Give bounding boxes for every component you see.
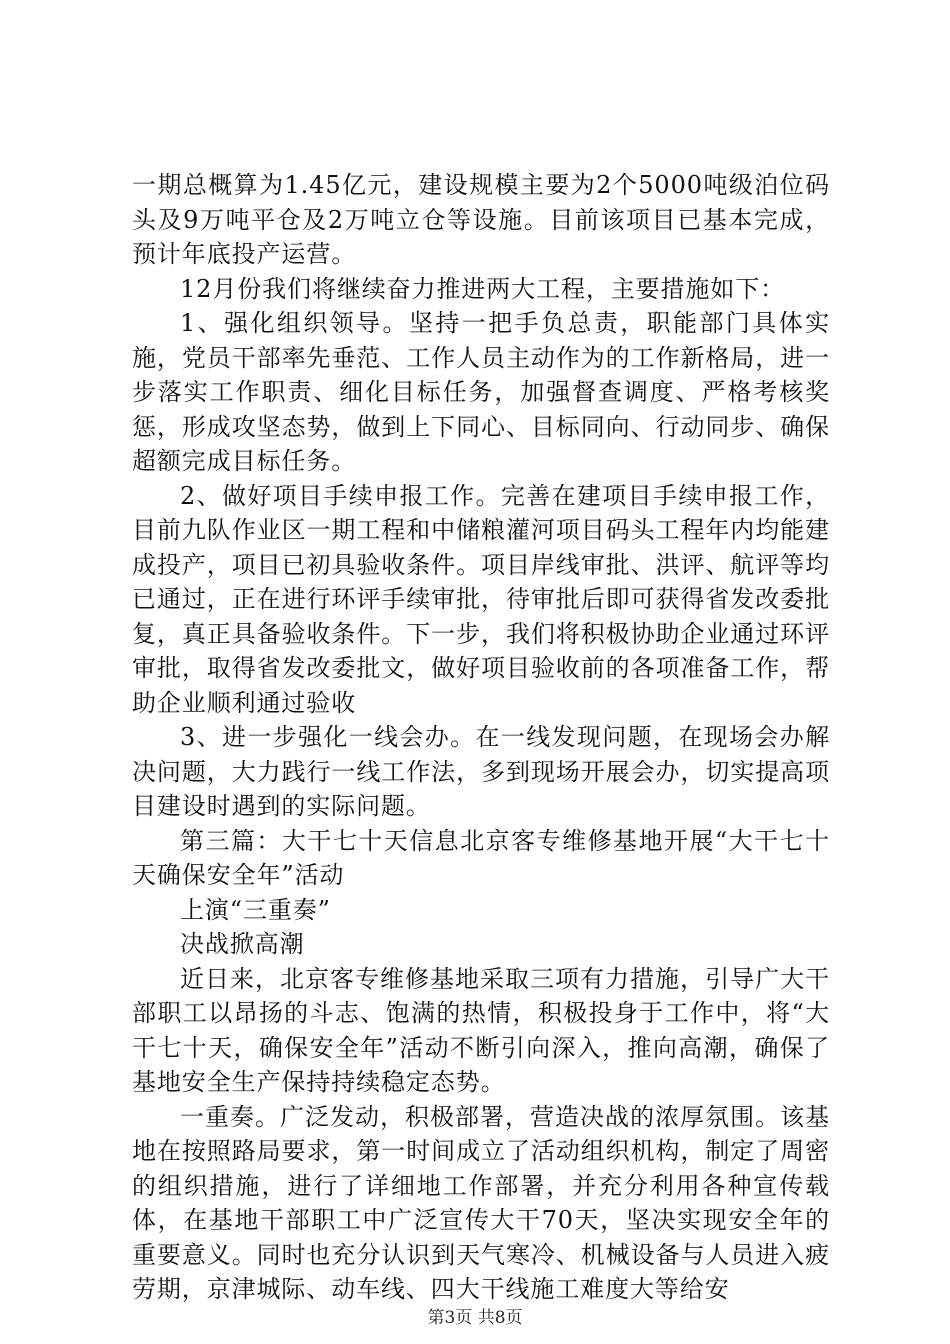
- paragraph-december-plan: 12月份我们将继续奋力推进两大工程，主要措施如下：: [180, 274, 786, 303]
- paragraph-measure-3: 3、进一步强化一线会办。在一线发现问题，在现场会办解决问题，大力践行一线工作法，多到现场开展会办，切实提高项目建设时遇到的实际问题。: [132, 723, 830, 820]
- page-number-footer: 第3页 共8页: [427, 1308, 523, 1328]
- paragraph-measure-2: 2、做好项目手续申报工作。完善在建项目手续申报工作，目前九队作业区一期工程和中储粮灌河项目码头工程年内均能建成投产，项目已初具验收条件。项目岸线审批、洪评、航评等均已通过，正在进行环评手续审批，待审批后即可获得省发改委批复，真正具备验收条件。下一步，我们将积极协助企业通过环评审批，取得省发改委批文，做好项目验收前的各项准备工作，帮助企业顺利通过验收: [132, 481, 830, 717]
- section-title-part-three: 第三篇：大干七十天信息北京客专维修基地开展“大干七十天确保安全年”活动: [132, 826, 830, 889]
- subtitle-trio: 上演“三重奏”: [180, 895, 331, 924]
- paragraph-first-movement: 一重奏。广泛发动，积极部署，营造决战的浓厚氛围。该基地在按照路局要求，第一时间成立了活动组织机构，制定了周密的组织措施，进行了详细地工作部署，并充分利用各种宣传载体，在基地干部职工中广泛宣传大干70天，坚决实现安全年的重要意义。同时也充分认识到天气寒冷、机械设备与人员进入疲劳期，京津城际、动车线、四大干线施工难度大等给安: [132, 1102, 830, 1303]
- paragraph-measure-1: 1、强化组织领导。坚持一把手负总责，职能部门具体实施，党员干部率先垂范、工作人员主动作为的工作新格局，进一步落实工作职责、细化目标任务，加强督查调度、严格考核奖惩，形成攻坚态势，做到上下同心、目标同向、行动同步、确保超额完成目标任务。: [132, 309, 830, 475]
- subtitle-climax: 决战掀高潮: [180, 930, 305, 958]
- paragraph-project-budget: 一期总概算为1.45亿元，建设规模主要为2个5000吨级泊位码头及9万吨平仓及2万吨立仓等设施。目前该项目已基本完成，预计年底投产运营。: [132, 171, 830, 268]
- document-body: [132, 168, 830, 1307]
- paragraph-recent-news: 近日来，北京客专维修基地采取三项有力措施，引导广大干部职工以昂扬的斗志、饱满的热情，积极投身于工作中，将“大干七十天，确保安全年”活动不断引向深入，推向高潮，确保了基地安全生产保持持续稳定态势。: [132, 964, 830, 1096]
